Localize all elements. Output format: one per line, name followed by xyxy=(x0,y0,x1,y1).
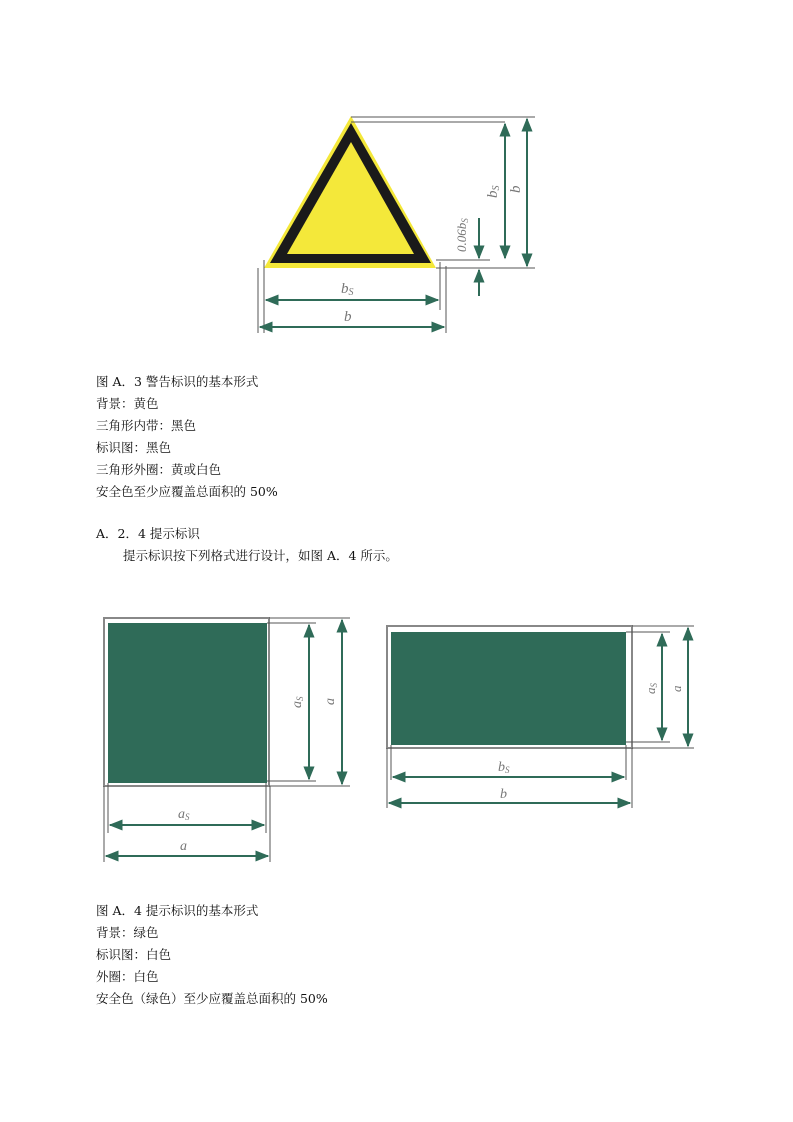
label-as-vertical-rect: aS xyxy=(643,683,659,694)
label-bs-horizontal: bS xyxy=(341,281,354,298)
figure-a3-line-1: 背景：黄色 xyxy=(96,396,159,411)
label-b-vertical: b xyxy=(508,185,524,193)
figure-a3-line-5: 安全色至少应覆盖总面积的 50% xyxy=(96,484,278,499)
label-b-horizontal: b xyxy=(344,309,352,325)
figure-a4-line-2: 标识图：白色 xyxy=(96,947,172,962)
label-b-horizontal-rect: b xyxy=(500,787,507,802)
figure-a3-line-3: 标识图：黑色 xyxy=(96,440,172,455)
label-as-horizontal: aS xyxy=(178,807,190,822)
figure-a4-line-1: 背景：绿色 xyxy=(96,925,159,940)
figure-a4-line-3: 外圈：白色 xyxy=(96,969,159,984)
label-a-vertical-rect: a xyxy=(669,685,684,692)
figure-a4-caption: 图 A．4 提示标识的基本形式 xyxy=(96,903,259,918)
warning-sign-figure xyxy=(250,110,550,340)
information-sign-figure xyxy=(96,610,701,870)
figure-a4-line-4: 安全色（绿色）至少应覆盖总面积的 50% xyxy=(96,991,328,1006)
rect-sign-green xyxy=(391,632,626,745)
section-heading: A．2．4 提示标识 xyxy=(96,526,200,541)
figure-a3-caption: 图 A．3 警告标识的基本形式 xyxy=(96,374,259,389)
label-bs-horizontal-rect: bS xyxy=(498,760,510,775)
label-a-vertical: a xyxy=(323,698,338,705)
label-as-vertical: aS xyxy=(290,696,305,708)
figure-a3-line-4: 三角形外圈：黄或白色 xyxy=(96,462,222,477)
label-a-horizontal: a xyxy=(180,839,187,854)
square-sign-green xyxy=(108,623,267,783)
section-body: 提示标识按下列格式进行设计，如图 A．4 所示。 xyxy=(123,548,398,563)
figure-a3-line-2: 三角形内带：黑色 xyxy=(96,418,197,433)
label-bs-vertical: bS xyxy=(485,185,502,198)
label-band-width: 0.06bS xyxy=(454,218,470,252)
